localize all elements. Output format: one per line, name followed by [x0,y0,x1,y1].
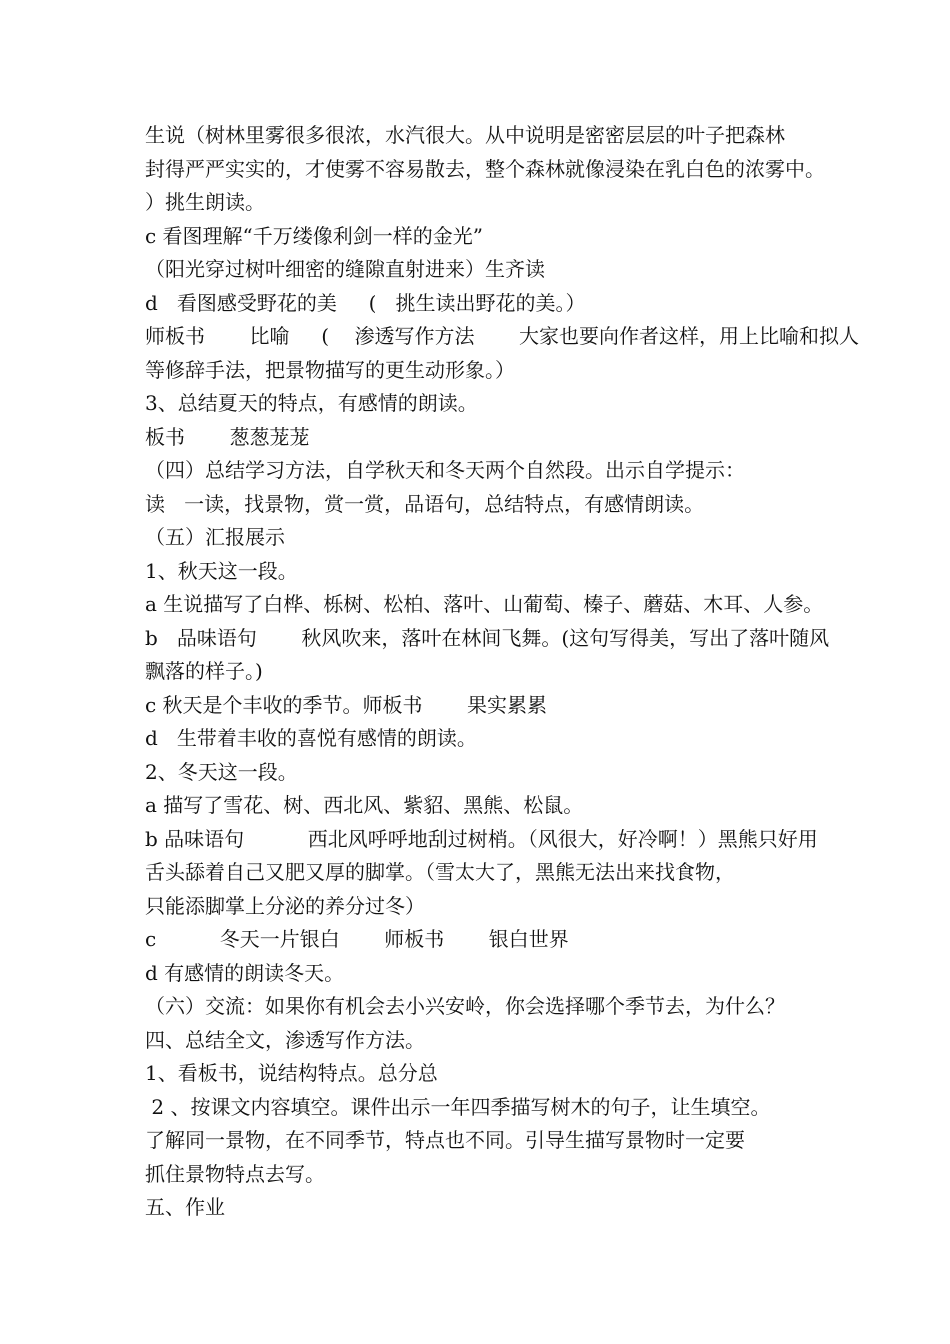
text-line: a 描写了雪花、树、西北风、紫貂、黑熊、松鼠。 [145,793,584,817]
text-line: 了解同一景物，在不同季节，特点也不同。引导生描写景物时一定要 [145,1128,745,1152]
text-line: 等修辞手法，把景物描写的更生动形象。） [145,357,515,382]
text-line: a 生说描写了白桦、栎树、松柏、落叶、山葡萄、榛子、蘑菇、木耳、人参。 [145,592,824,616]
text-line: b 品味语句 西北风呼呼地刮过树梢。（风很大，好冷啊！）黑熊只好用 [145,826,818,851]
text-line: 读 一读，找景物，赏一赏，品语句，总结特点，有感情朗读。 [145,491,705,516]
text-line: c 看图理解“千万缕像利剑一样的金光” [145,223,484,248]
text-line: 1、秋天这一段。 [145,558,298,583]
text-line: d 看图感受野花的美 ( 挑生读出野花的美。） [145,290,586,315]
text-line: b 品味语句 秋风吹来，落叶在林间飞舞。(这句写得美，写出了落叶随风 [145,625,830,650]
text-line: （五）汇报展示 [145,525,285,549]
text-line: （阳光穿过树叶细密的缝隙直射进来）生齐读 [145,257,545,281]
text-line: d 生带着丰收的喜悦有感情的朗读。 [145,726,477,750]
text-line: 3、总结夏天的特点，有感情的朗读。 [145,391,478,415]
text-line: c 冬天一片银白 师板书 银白世界 [145,927,569,951]
text-line: 1、看板书，说结构特点。总分总 [145,1061,438,1085]
text-line: d 有感情的朗读冬天。 [145,960,345,985]
text-line: 师板书 比喻 ( 渗透写作方法 大家也要向作者这样，用上比喻和拟人 [145,324,860,348]
text-line: ）挑生朗读。 [145,190,265,214]
text-line: c 秋天是个丰收的季节。师板书 果实累累 [145,692,548,717]
text-line: （四）总结学习方法，自学秋天和冬天两个自然段。出示自学提示： [145,458,745,482]
text-line: 板书 葱葱茏茏 [145,424,310,449]
text-line: 2、冬天这一段。 [145,759,298,784]
text-line: 生说（树林里雾很多很浓，水汽很大。从中说明是密密层层的叶子把森林 [145,123,785,147]
text-line: 五、作业 [145,1195,225,1219]
document-text-body [145,119,935,1225]
text-line: 2 、按课文内容填空。课件出示一年四季描写树木的句子，让生填空。 [145,1094,771,1119]
text-line: 只能添脚掌上分泌的养分过冬） [145,893,425,918]
text-line: 抓住景物特点去写。 [145,1161,325,1186]
text-line: 四、总结全文，渗透写作方法。 [145,1027,425,1052]
text-line: 飘落的样子。) [145,659,263,683]
text-line: 舌头舔着自己又肥又厚的脚掌。（雪太大了，黑熊无法出来找食物， [145,860,735,884]
text-line: （六）交流：如果你有机会去小兴安岭，你会选择哪个季节去，为什么？ [145,994,785,1018]
text-line: 封得严严实实的，才使雾不容易散去，整个森林就像浸染在乳白色的浓雾中。 [145,156,825,181]
